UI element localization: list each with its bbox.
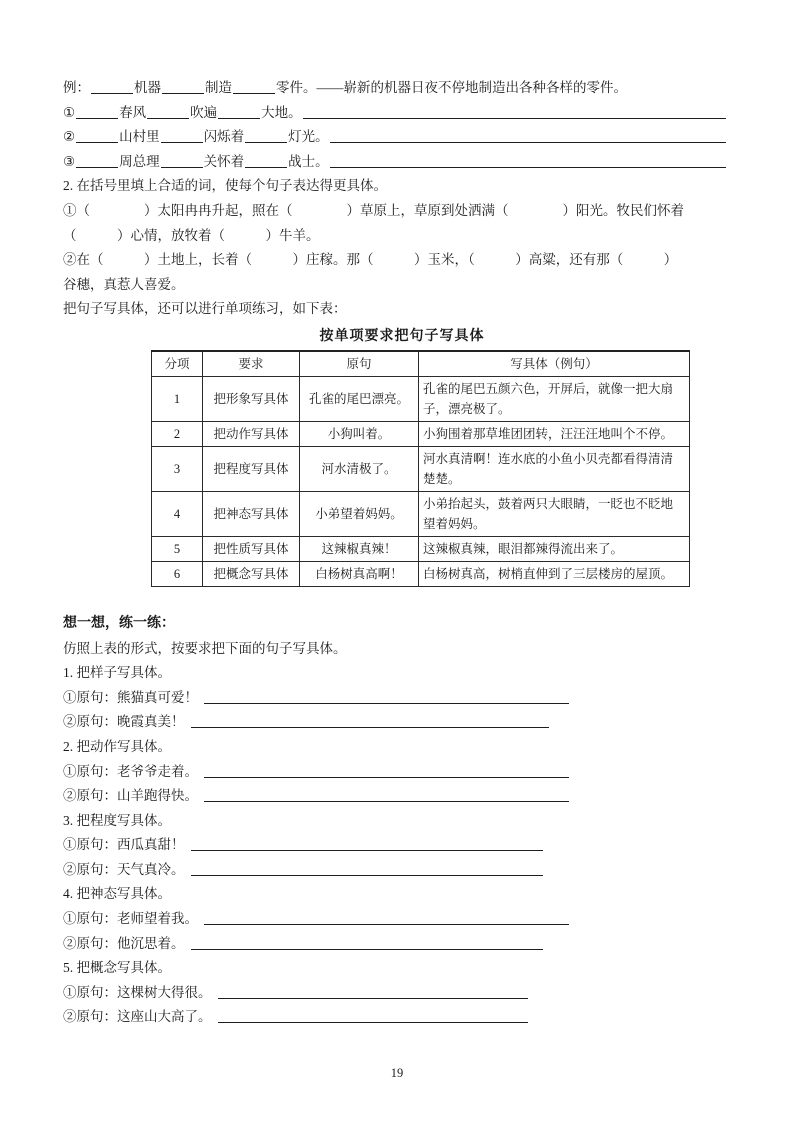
table-cell: 小狗围着那草堆团团转，汪汪汪地叫个不停。 xyxy=(419,421,690,446)
answer-blank xyxy=(191,713,549,728)
answer-blank xyxy=(245,153,287,168)
table-row xyxy=(152,376,690,421)
table-cell: 河水真清啊！连水底的小鱼小贝壳都看得清清楚楚。 xyxy=(419,446,690,491)
fill-word: 制造 xyxy=(205,80,232,95)
table-cell: 1 xyxy=(152,376,203,421)
answer-blank xyxy=(76,153,118,168)
table-cell: 6 xyxy=(152,561,203,586)
practice-item-label: ①原句：这棵树大得很。 xyxy=(63,984,212,1000)
practice-item-label: ②原句：晚霞真美！ xyxy=(63,714,185,730)
answer-blank xyxy=(204,787,569,802)
practice-item-label: ②原句：山羊跑得快。 xyxy=(63,788,198,804)
table-cell: 3 xyxy=(152,446,203,491)
table-cell: 小弟抬起头，鼓着两只大眼睛，一眨也不眨地望着妈妈。 xyxy=(419,491,690,536)
practice-item xyxy=(63,784,731,809)
example-table-section xyxy=(151,327,674,587)
answer-blank xyxy=(303,104,726,119)
table-cell: 白杨树真高啊！ xyxy=(300,561,419,586)
fill-example-prefix: 例： xyxy=(63,80,90,95)
table-row xyxy=(152,491,690,536)
practice-item xyxy=(63,833,731,858)
practice-item-label: ②原句：他沉思着。 xyxy=(63,935,185,951)
answer-blank xyxy=(233,79,275,94)
practice-item-label: ①原句：熊猫真可爱！ xyxy=(63,689,198,705)
answer-blank xyxy=(204,689,569,704)
practice-item-label: ①原句：老师望着我。 xyxy=(63,911,198,927)
answer-blank xyxy=(147,104,189,119)
answer-blank xyxy=(161,153,203,168)
answer-blank xyxy=(218,1008,528,1023)
table-header-cell: 写具体（例句） xyxy=(419,351,690,377)
practice-item-label: ①原句：老爷爷走着。 xyxy=(63,763,198,779)
answer-blank xyxy=(76,104,118,119)
fill-example-line xyxy=(63,76,731,101)
item-number: ② xyxy=(63,129,76,145)
table-cell: 2 xyxy=(152,421,203,446)
practice-item xyxy=(63,907,731,932)
answer-blank xyxy=(162,79,204,94)
practice-intro: 仿照上表的形式，按要求把下面的句子写具体。 xyxy=(63,640,347,656)
answer-blank xyxy=(218,984,528,999)
table-header-cell: 原句 xyxy=(300,351,419,377)
practice-heading: 想一想，练一练： xyxy=(63,615,175,631)
practice-group-title: 4. 把神态写具体。 xyxy=(63,886,171,902)
fill-word: 灯光。 xyxy=(288,129,329,145)
practice-section xyxy=(63,612,731,1030)
fill-in-section xyxy=(63,76,731,174)
table-cell: 把形象写具体 xyxy=(203,376,300,421)
table-cell: 把性质写具体 xyxy=(203,536,300,561)
practice-group-title: 1. 把样子写具体。 xyxy=(63,665,171,681)
item-number: ① xyxy=(63,104,76,120)
answer-blank xyxy=(330,153,726,168)
table-header-cell: 分项 xyxy=(152,351,203,377)
answer-blank xyxy=(161,128,203,143)
answer-blank xyxy=(191,861,543,876)
item-number: ③ xyxy=(63,153,76,169)
table-row xyxy=(152,421,690,446)
table-cell: 5 xyxy=(152,536,203,561)
table-title: 按单项要求把句子写具体 xyxy=(319,328,485,344)
fill-item-line xyxy=(63,125,731,150)
table-intro-line: 把句子写具体，还可以进行单项练习，如下表： xyxy=(63,301,347,317)
fill-word: 关怀着 xyxy=(203,153,245,169)
practice-item xyxy=(63,1005,731,1030)
fill-word: 机器 xyxy=(134,80,161,95)
table-cell: 孔雀的尾巴漂亮。 xyxy=(300,376,419,421)
table-cell: 白杨树真高，树梢直伸到了三层楼房的屋顶。 xyxy=(419,561,690,586)
table-row xyxy=(152,536,690,561)
table-row xyxy=(152,561,690,586)
table-header-cell: 要求 xyxy=(203,351,300,377)
answer-blank xyxy=(330,128,726,143)
practice-item xyxy=(63,710,731,735)
answer-blank xyxy=(91,79,133,94)
practice-group-title: 3. 把程度写具体。 xyxy=(63,812,171,828)
practice-group-title: 5. 把概念写具体。 xyxy=(63,960,171,976)
fill-word: 春风 xyxy=(119,104,147,120)
answer-blank xyxy=(218,104,260,119)
table-cell: 河水清极了。 xyxy=(300,446,419,491)
answer-blank xyxy=(191,836,543,851)
fill-word: 吹遍 xyxy=(190,104,218,120)
practice-group-title: 2. 把动作写具体。 xyxy=(63,738,171,754)
fill-word: 战士。 xyxy=(288,153,329,169)
table-cell: 把程度写具体 xyxy=(203,446,300,491)
practice-item-label: ②原句：天气真冷。 xyxy=(63,861,185,877)
page-number: 19 xyxy=(390,1066,404,1080)
answer-blank xyxy=(245,128,287,143)
practice-item xyxy=(63,760,731,785)
practice-item xyxy=(63,858,731,883)
table-header-row xyxy=(152,351,690,377)
table-row xyxy=(152,446,690,491)
table-cell: 把神态写具体 xyxy=(203,491,300,536)
answer-blank xyxy=(76,128,118,143)
example-table xyxy=(151,350,690,587)
answer-blank xyxy=(204,763,569,778)
section2-line: 谷穗，真惹人喜爱。 xyxy=(63,276,185,292)
section2-line: ①（ ）太阳冉冉升起，照在（ ）草原上，草原到处洒满（ ）阳光。牧民们怀着 xyxy=(63,202,684,218)
practice-item xyxy=(63,932,731,957)
table-cell: 把动作写具体 xyxy=(203,421,300,446)
fill-item-line xyxy=(63,150,731,175)
practice-item-label: ②原句：这座山大高了。 xyxy=(63,1009,212,1025)
section2-line: （ ）心情，放牧着（ ）牛羊。 xyxy=(63,227,320,243)
fill-word: 山村里 xyxy=(119,129,160,145)
fill-word: 闪烁着 xyxy=(203,129,245,145)
section2-title: 2. 在括号里填上合适的词，使每个句子表达得更具体。 xyxy=(63,178,387,194)
table-cell: 小狗叫着。 xyxy=(300,421,419,446)
section2-line: ②在（ ）土地上，长着（ ）庄稼。那（ ）玉米，（ ）高粱，还有那（ ） xyxy=(63,252,678,268)
fill-word: 周总理 xyxy=(119,153,160,169)
practice-item-label: ①原句：西瓜真甜！ xyxy=(63,837,185,853)
practice-item xyxy=(63,686,731,711)
answer-blank xyxy=(191,935,543,950)
fill-example-answer: ——崭新的机器日夜不停地制造出各种各样的零件。 xyxy=(316,80,627,95)
practice-item xyxy=(63,981,731,1006)
table-cell: 这辣椒真辣！ xyxy=(300,536,419,561)
answer-blank xyxy=(204,910,569,925)
table-cell: 孔雀的尾巴五颜六色，开屏后，就像一把大扇子，漂亮极了。 xyxy=(419,376,690,421)
fill-item-line xyxy=(63,101,731,126)
table-cell: 小弟望着妈妈。 xyxy=(300,491,419,536)
table-cell: 4 xyxy=(152,491,203,536)
fill-word: 零件。 xyxy=(276,80,317,95)
table-cell: 这辣椒真辣，眼泪都辣得流出来了。 xyxy=(419,536,690,561)
fill-word: 大地。 xyxy=(261,104,302,120)
paren-fill-section xyxy=(63,174,731,322)
table-cell: 把概念写具体 xyxy=(203,561,300,586)
